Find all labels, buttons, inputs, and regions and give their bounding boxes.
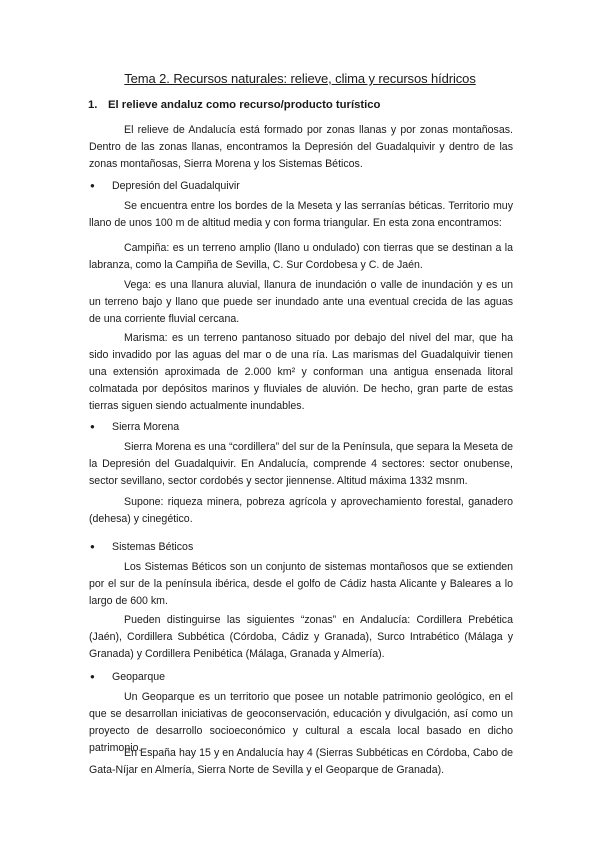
depresion-paragraph: Se encuentra entre los bordes de la Meseta y las serranías béticas. Territorio muy llano de unos 100 m de altitud media y con forma triangular. En esta zona encontramos: <box>89 200 513 229</box>
bullet-dot-icon: ● <box>90 672 95 681</box>
bullet-depresion-label: Depresión del Guadalquivir <box>112 180 240 192</box>
sistemas-paragraph-1: Los Sistemas Béticos son un conjunto de sistemas montañosos que se extienden por el sur de la península ibérica, desde el golfo de Cádiz hasta Alicante y Baleares a lo largo de 600 km. <box>89 561 513 607</box>
marisma-paragraph: Marisma: es un terreno pantanoso situado por debajo del nivel del mar, que ha sido invadido por las aguas del mar o de una ría. Las marismas del Guadalquivir tienen una extensión aproximada de 2.000 km² y conforman una antigua ensenada litoral colmatada por depósitos marinos y fluviales de aluvión. De hecho, gran parte de estas tierras siguen siendo actualmente inundables. <box>89 332 513 412</box>
bullet-sierra-morena <box>90 418 179 436</box>
bullet-sierra-morena-label: Sierra Morena <box>112 421 180 433</box>
bullet-dot-icon: ● <box>90 181 95 190</box>
bullet-dot-icon: ● <box>90 542 95 551</box>
bullet-dot-icon: ● <box>90 422 95 431</box>
section-heading <box>88 99 380 111</box>
sierra-paragraph-1: Sierra Morena es una “cordillera” del sur de la Península, que separa la Meseta de la Depresión del Guadalquivir. En Andalucía, comprende 4 sectores: sector onubense, sector sevillano, sector cordobés y sector jiennense. Altitud máxima 1332 msnm. <box>89 441 513 487</box>
bullet-sistemas-beticos-label: Sistemas Béticos <box>112 541 194 553</box>
section-heading-text: El relieve andaluz como recurso/producto turístico <box>108 99 381 111</box>
bullet-geoparque <box>90 668 165 686</box>
sierra-paragraph-2: Supone: riqueza minera, pobreza agrícola y aprovechamiento forestal, ganadero (dehesa) y cinegético. <box>89 496 513 525</box>
campina-paragraph: Campiña: es un terreno amplio (llano u ondulado) con tierras que se destinan a la labranza, como la Campiña de Sevilla, C. Sur Cordobesa y C. de Jaén. <box>89 242 513 271</box>
geoparque-paragraph-2: En España hay 15 y en Andalucía hay 4 (Sierras Subbéticas en Córdoba, Cabo de Gata-Níjar en Almería, Sierra Norte de Sevilla y el Geoparque de Granada). <box>89 747 513 776</box>
intro-paragraph: El relieve de Andalucía está formado por zonas llanas y por zonas montañosas. Dentro de las zonas llanas, encontramos la Depresión del Guadalquivir y dentro de las zonas montañosas, Sierra Morena y los Sistemas Béticos. <box>89 124 513 170</box>
document-title: Tema 2. Recursos naturales: relieve, clima y recursos hídricos <box>124 71 476 86</box>
bullet-depresion <box>90 177 240 195</box>
bullet-sistemas-beticos <box>90 538 193 556</box>
section-number: 1. <box>88 99 98 111</box>
vega-paragraph: Vega: es una llanura aluvial, llanura de inundación o valle de inundación y es un un terreno bajo y llano que puede ser inundado ante una eventual crecida de las aguas de una corriente fluvial cercana. <box>89 279 513 325</box>
geoparque-paragraph-1: Un Geoparque es un territorio que posee un notable patrimonio geológico, en el que se desarrollan iniciativas de geoconservación, educación y divulgación, así como un proyecto de desarrollo socioeconómico y cultural a escala local basado en dicho patrimonio. <box>89 691 513 754</box>
sistemas-paragraph-2: Pueden distinguirse las siguientes “zonas” en Andalucía: Cordillera Prebética (Jaén), Cordillera Subbética (Córdoba, Cádiz y Granada), Surco Intrabético (Málaga y Granada) y Cordillera Penibética (Málaga, Granada y Almería). <box>89 614 513 660</box>
bullet-geoparque-label: Geoparque <box>112 671 166 683</box>
